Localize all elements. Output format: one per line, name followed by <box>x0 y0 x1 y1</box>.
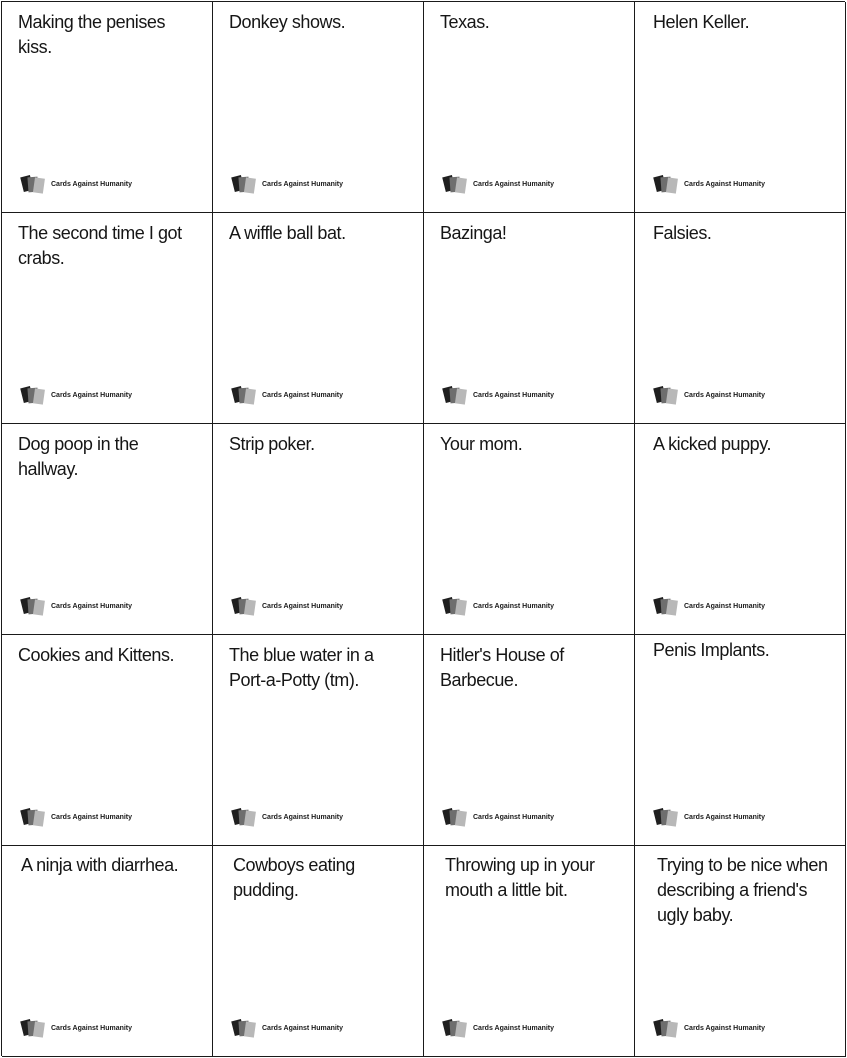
brand-label: Cards Against Humanity <box>262 391 344 399</box>
card-footer <box>19 173 132 195</box>
card <box>424 846 635 1057</box>
card-footer <box>441 1017 554 1039</box>
card <box>213 2 424 213</box>
card-footer <box>230 595 343 617</box>
brand-label: Cards Against Humanity <box>684 602 766 610</box>
card <box>635 213 846 424</box>
card-text: Helen Keller. <box>653 12 750 32</box>
card-footer <box>652 384 765 406</box>
card-text: Making the penises kiss. <box>18 12 165 57</box>
card-text: Falsies. <box>653 223 712 243</box>
cah-logo-icon <box>441 806 469 828</box>
brand-label: Cards Against Humanity <box>473 1024 555 1032</box>
cah-logo-icon <box>441 1017 469 1039</box>
brand-label: Cards Against Humanity <box>51 180 133 188</box>
cah-logo-icon <box>230 384 258 406</box>
brand-label: Cards Against Humanity <box>51 813 133 821</box>
card-sheet <box>1 1 845 1056</box>
card-text: Trying to be nice when describing a friend's ugly baby. <box>657 855 828 925</box>
cah-logo-icon <box>230 173 258 195</box>
card-footer <box>230 173 343 195</box>
card-text: A kicked puppy. <box>653 434 771 454</box>
card-text: Cookies and Kittens. <box>18 645 175 665</box>
card-text: A ninja with diarrhea. <box>21 855 179 875</box>
brand-label: Cards Against Humanity <box>473 180 555 188</box>
card <box>424 424 635 635</box>
cah-logo-icon <box>441 595 469 617</box>
card-footer <box>441 173 554 195</box>
brand-label: Cards Against Humanity <box>262 602 344 610</box>
card-footer <box>19 384 132 406</box>
brand-label: Cards Against Humanity <box>51 391 133 399</box>
cah-logo-icon <box>230 806 258 828</box>
card-text: Your mom. <box>440 434 523 454</box>
card-text: A wiffle ball bat. <box>229 223 346 243</box>
card-footer <box>652 173 765 195</box>
brand-label: Cards Against Humanity <box>51 602 133 610</box>
card-footer <box>19 595 132 617</box>
brand-label: Cards Against Humanity <box>684 813 766 821</box>
card <box>424 635 635 846</box>
brand-label: Cards Against Humanity <box>684 180 766 188</box>
card-text: Strip poker. <box>229 434 315 454</box>
card-footer <box>19 1017 132 1039</box>
cah-logo-icon <box>230 595 258 617</box>
card <box>213 635 424 846</box>
cah-logo-icon <box>652 806 680 828</box>
card-footer <box>19 806 132 828</box>
cah-logo-icon <box>652 1017 680 1039</box>
card <box>635 2 846 213</box>
card-text: Dog poop in the hallway. <box>18 434 139 479</box>
card <box>213 213 424 424</box>
card-text: Cowboys eating pudding. <box>233 855 355 900</box>
brand-label: Cards Against Humanity <box>262 1024 344 1032</box>
cah-logo-icon <box>19 1017 47 1039</box>
card <box>424 2 635 213</box>
brand-label: Cards Against Humanity <box>684 391 766 399</box>
card-footer <box>230 806 343 828</box>
card-footer <box>441 384 554 406</box>
card-text: Hitler's House of Barbecue. <box>440 645 564 690</box>
cah-logo-icon <box>19 173 47 195</box>
cah-logo-icon <box>230 1017 258 1039</box>
card <box>2 424 213 635</box>
cah-logo-icon <box>652 384 680 406</box>
brand-label: Cards Against Humanity <box>51 1024 133 1032</box>
card <box>213 424 424 635</box>
card-text: Throwing up in your mouth a little bit. <box>445 855 595 900</box>
brand-label: Cards Against Humanity <box>684 1024 766 1032</box>
card <box>424 213 635 424</box>
brand-label: Cards Against Humanity <box>262 813 344 821</box>
card-text: Donkey shows. <box>229 12 346 32</box>
cah-logo-icon <box>19 806 47 828</box>
card <box>635 635 846 846</box>
brand-label: Cards Against Humanity <box>262 180 344 188</box>
card-text: Bazinga! <box>440 223 507 243</box>
card-text: Penis Implants. <box>653 640 770 660</box>
brand-label: Cards Against Humanity <box>473 602 555 610</box>
card-footer <box>652 806 765 828</box>
cah-logo-icon <box>652 173 680 195</box>
card-footer <box>652 1017 765 1039</box>
card-footer <box>230 1017 343 1039</box>
card <box>213 846 424 1057</box>
card-text: The second time I got crabs. <box>18 223 182 268</box>
brand-label: Cards Against Humanity <box>473 391 555 399</box>
card-footer <box>230 384 343 406</box>
cah-logo-icon <box>441 173 469 195</box>
card-text: Texas. <box>440 12 490 32</box>
card <box>635 424 846 635</box>
card <box>2 635 213 846</box>
card-footer <box>652 595 765 617</box>
card <box>635 846 846 1057</box>
card <box>2 213 213 424</box>
card <box>2 846 213 1057</box>
cah-logo-icon <box>652 595 680 617</box>
cah-logo-icon <box>19 595 47 617</box>
card-footer <box>441 595 554 617</box>
brand-label: Cards Against Humanity <box>473 813 555 821</box>
cah-logo-icon <box>441 384 469 406</box>
card-footer <box>441 806 554 828</box>
cah-logo-icon <box>19 384 47 406</box>
card-text: The blue water in a Port-a-Potty (tm). <box>229 645 374 690</box>
card <box>2 2 213 213</box>
